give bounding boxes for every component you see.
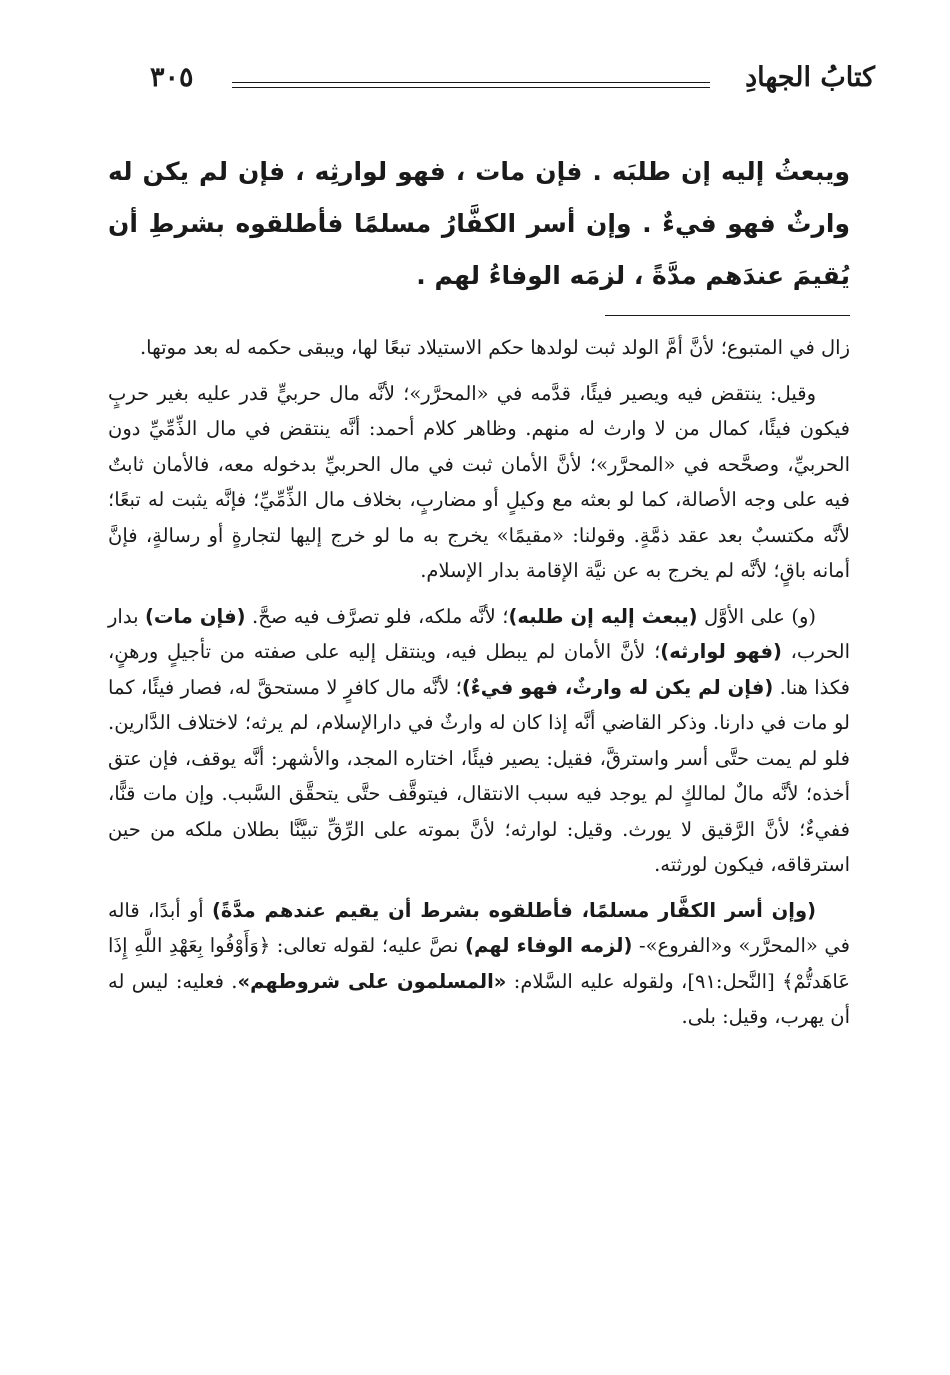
commentary-text: (و) على الأوَّل bbox=[697, 604, 816, 628]
chapter-title: كتابُ الجهادِ bbox=[745, 62, 875, 93]
commentary bbox=[108, 330, 850, 1045]
main-text: ويبعثُ إليه إن طلبَه . فإن مات ، فهو لوارثِه ، فإن لم يكن له وارثٌ فهو فيءٌ . وإن أسر الكفَّارُ مسلمًا فأطلقوه بشرطِ أن يُقيمَ عندَهم مدَّةً ، لزمَه الوفاءُ لهم . bbox=[108, 157, 850, 290]
commentary-text: . فعليه: ليس له أن يهرب، وقيل: بلى. bbox=[108, 969, 850, 1028]
header-rule-bottom bbox=[232, 87, 710, 88]
quoted-matn: (فإن مات) bbox=[144, 604, 246, 628]
running-header bbox=[150, 62, 875, 106]
commentary-text: نصَّ عليه؛ لقوله تعالى: ﴿وَأَوْفُوا بِعَهْدِ اللَّهِ إِذَا عَاهَدتُّمْ﴾ [النَّحل:٩١]، ولقوله عليه السَّلام: bbox=[108, 934, 850, 993]
commentary-paragraph-2: وقيل: ينتقض فيه ويصير فيئًا، قدَّمه في «المحرَّر»؛ لأنَّه مال حربيٍّ قدر عليه بغير حربٍ فيكون فيئًا، كمال من لا وارث له منهم. وظاهر كلام أحمد: أنَّه ينتقض في مال الذِّمِّيِّ دون الحربيِّ، وصحَّحه في «المحرَّر»؛ لأنَّ الأمان ثبت في مال الحربيِّ بدخوله معه، فالأمان ثابتٌ فيه على وجه الأصالة، كما لو بعثه مع وكيلٍ أو مضاربٍ، بخلاف مال الذِّمِّيِّ؛ فإنَّه يثبت له تبعًا؛ لأنَّه مكتسبٌ بعد عقد ذمَّةٍ. وقولنا: «مقيمًا» يخرج به ما لو خرج إليها لتجارةٍ أو رسالةٍ، فإنَّ أمانه باقٍ؛ لأنَّه لم يخرج به عن نيَّة الإقامة بدار الإسلام. bbox=[108, 381, 850, 582]
quoted-matn: (فإن لم يكن له وارثٌ، فهو فيءٌ) bbox=[461, 675, 774, 699]
commentary-text: بدار الحرب، bbox=[108, 604, 850, 663]
quoted-matn: (فهو لوارثه) bbox=[660, 640, 782, 663]
commentary-text: ؛ لأنَّه ملكه، فلو تصرَّف فيه صحَّ. bbox=[245, 604, 509, 628]
quoted-matn: (يبعث إليه إن طلبه) bbox=[508, 604, 698, 628]
hadith-quote: «المسلمون على شروطهم» bbox=[237, 969, 507, 993]
commentary-paragraph-4 bbox=[108, 893, 850, 1035]
quoted-matn: (لزمه الوفاء لهم) bbox=[465, 934, 633, 957]
page-number: ٣٠٥ bbox=[150, 62, 194, 93]
commentary-text: أو أبدًا، قاله في «المحرَّر» و«الفروع»- bbox=[108, 898, 851, 957]
commentary-paragraph-3 bbox=[108, 599, 850, 883]
footnote-separator bbox=[605, 315, 850, 316]
commentary-text: ؛ لأنَّه مال كافرٍ لا مستحقَّ له، فصار فيئًا، كما لو مات في دارنا. وذكر القاضي أنَّه إذا كان له وارثٌ في دارالإسلام، لم يرثه؛ لاختلاف الدَّارين. فلو لم يمت حتَّى أسر واسترقَّ، فقيل: يصير فيئًا، اختاره المجد، والأشهر: أنَّه يوقف، فإن عتق أخذه؛ لأنَّه مالٌ لمالكٍ لم يوجد فيه سبب الانتقال، فيتوقَّف حتَّى يتحقَّق السَّبب. وإن مات قنًّا، ففيءٌ؛ لأنَّ الرَّقيق لا يورث. وقيل: لوارثه؛ لأنَّ بموته على الرِّقِّ تبيَّنَّا بطلان ملكه من حين استرقاقه، فيكون لورثته. bbox=[108, 675, 850, 876]
quoted-matn: (وإن أسر الكفَّار مسلمًا، فأطلقوه بشرط أن يقيم عندهم مدَّةً) bbox=[211, 898, 816, 922]
commentary-text: ؛ لأنَّ الأمان لم يبطل فيه، وينتقل إليه على صفته من تأجيلٍ ورهنٍ، فكذا هنا. bbox=[108, 640, 850, 699]
header-rule-top bbox=[232, 82, 710, 83]
commentary-paragraph-1: زال في المتبوع؛ لأنَّ أمَّ الولد ثبت لولدها حكم الاستيلاد تبعًا لها، ويبقى حكمه له بعد موتها. bbox=[139, 336, 850, 359]
